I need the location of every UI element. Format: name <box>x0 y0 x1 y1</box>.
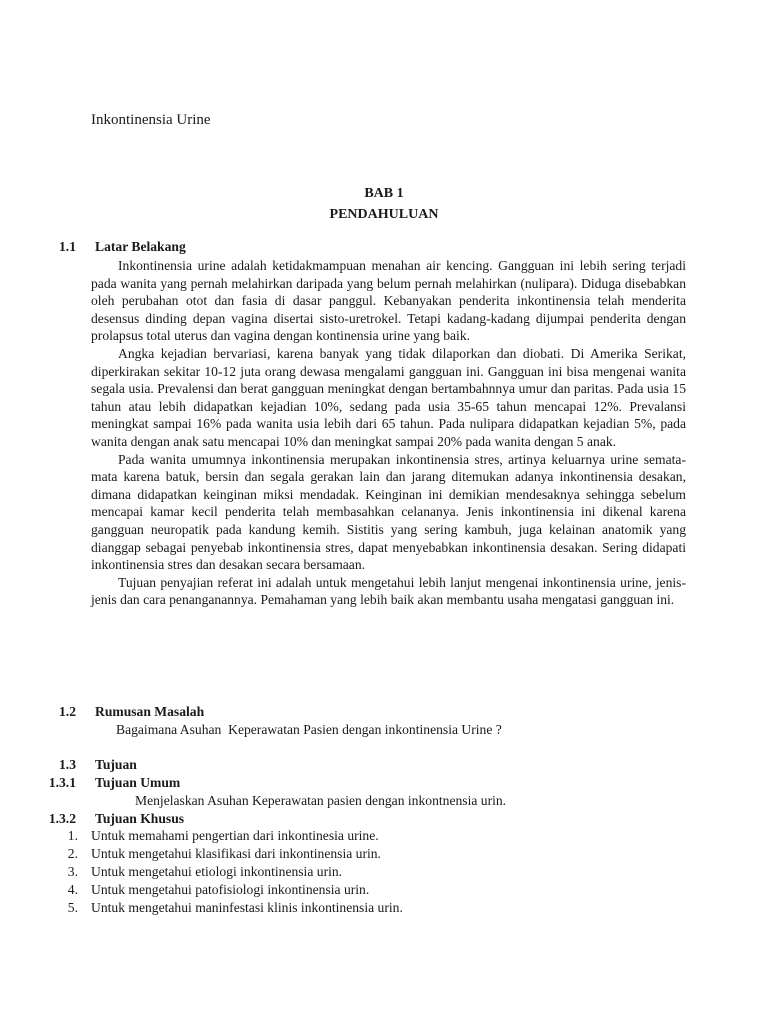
paragraph: Angka kejadian bervariasi, karena banyak yang tidak dilaporkan dan diobati. Di Amerika Serikat, diperkirakan sekitar 10-12 juta orang dewasa mengalami gangguan ini. Gangguan ini bisa mengenai wanita segala usia. Prevalensi dan berat gangguan meningkat dengan bertambahnnya umur dan paritas. Pada usia 15 tahun atau lebih didapatkan kejadian 10%, sedang pada usia 35-65 tahun mencapai 12%. Prevalansi meningkat sampai 16% pada wanita usia lebih dari 65 tahun. Pada nulipara didapatkan kejadian 5%, pada wanita dengan anak satu mencapai 10% dan meningkat sampai 20% pada wanita dengan 5 anak. <box>91 345 686 449</box>
section-number: 1.3.2 <box>48 811 76 826</box>
list-number: 2. <box>67 846 78 861</box>
section-title: Tujuan Khusus <box>95 811 185 826</box>
list-text: Untuk mengetahui klasifikasi dari inkontinensia urin. <box>91 846 381 861</box>
list-text: Untuk mengetahui maninfestasi klinis inkontinensia urin. <box>91 900 403 915</box>
paragraph: Inkontinensia urine adalah ketidakmampuan menahan air kencing. Gangguan ini lebih sering terjadi pada wanita yang pernah melahirkan daripada yang belum pernah melahirkan (nulipara). Diduga disebabkan oleh perubahan otot dan fasia di dasar panggul. Kebanyakan penderita inkontinensia telah menderita desensus dinding depan vagina disertai sisto-uretrokel. Tetapi kadang-kadang dijumpai penderita dengan prolapsus total uterus dan vagina dengan kontinensia urine yang baik. <box>91 258 686 344</box>
list-text: Untuk mengetahui patofisiologi inkontinensia urin. <box>91 882 370 897</box>
list-text: Untuk memahami pengertian dari inkontinesia urine. <box>91 828 379 843</box>
chapter-title: PENDAHULUAN <box>329 207 439 222</box>
list-number: 3. <box>67 864 78 879</box>
section-title: Tujuan Umum <box>95 775 181 790</box>
section-number: 1.3 <box>59 757 76 772</box>
section-title: Rumusan Masalah <box>95 704 205 719</box>
chapter-label: BAB 1 <box>364 186 404 201</box>
tujuan-umum-text: Menjelaskan Asuhan Keperawatan pasien dengan inkontnensia urin. <box>135 793 507 808</box>
paragraph: Tujuan penyajian referat ini adalah untuk mengetahui lebih lanjut mengenai inkontinensia urine, jenis-jenis dan cara penanganannya. Pemahaman yang lebih baik akan membantu usaha mengatasi gangguan ini. <box>91 574 686 608</box>
list-number: 5. <box>67 900 78 915</box>
section-title: Tujuan <box>95 757 137 772</box>
list-number: 1. <box>67 828 78 843</box>
chapter-heading <box>0 183 768 225</box>
section-title: Latar Belakang <box>95 239 186 254</box>
rumusan-question: Bagaimana Asuhan Keperawatan Pasien dengan inkontinensia Urine ? <box>116 722 502 737</box>
section-number: 1.3.1 <box>48 775 76 790</box>
document-title: Inkontinensia Urine <box>91 112 211 128</box>
section-number: 1.2 <box>59 704 76 719</box>
latar-belakang-body <box>91 257 686 609</box>
section-number: 1.1 <box>59 239 76 254</box>
list-number: 4. <box>67 882 78 897</box>
list-text: Untuk mengetahui etiologi inkontinensia urin. <box>91 864 343 879</box>
paragraph: Pada wanita umumnya inkontinensia merupakan inkontinensia stres, artinya keluarnya urine semata-mata karena batuk, bersin dan segala gerakan lain dan jarang ditemukan adanya inkontinensia desakan, dimana didapatkan keinginan miksi mendadak. Keinginan ini demikian mendesaknya sehingga sebelum mencapai kamar kecil penderita telah membasahkan celananya. Jenis inkontinensia ini dikenal karena gangguan neuropatik pada kandung kemih. Sistitis yang sering kambuh, juga kelainan anatomik yang dianggap sebagai penyebab inkontinensia stres, dapat menyebabkan inkontinensia desakan. Sering didapati inkontinensia stres dan desakan secara bersamaan. <box>91 451 686 573</box>
